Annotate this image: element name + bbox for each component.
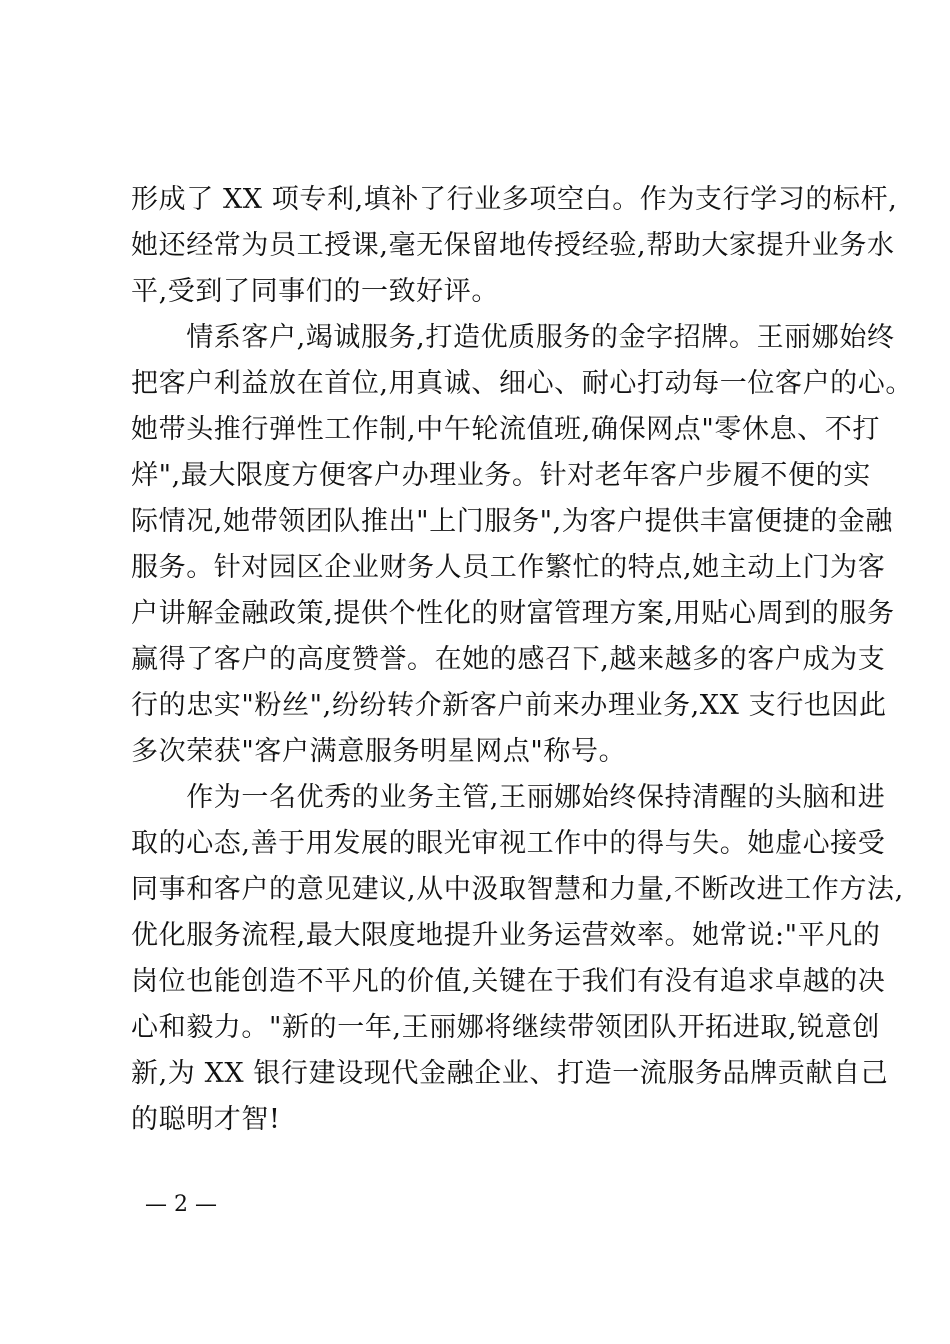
- body-line: 赢得了客户的高度赞誉。在她的感召下,越来越多的客户成为支: [131, 644, 886, 675]
- body-line: 她还经常为员工授课,毫无保留地传授经验,帮助大家提升业务水: [131, 230, 895, 261]
- body-line: 户讲解金融政策,提供个性化的财富管理方案,用贴心周到的服务: [131, 598, 895, 629]
- body-line: 际情况,她带领团队推出"上门服务",为客户提供丰富便捷的金融: [131, 506, 894, 537]
- body-line: 取的心态,善于用发展的眼光审视工作中的得与失。她虚心接受: [131, 828, 886, 859]
- paragraph-start-line: 情系客户,竭诚服务,打造优质服务的金字招牌。王丽娜始终: [131, 322, 895, 353]
- body-line: 行的忠实"粉丝",纷纷转介新客户前来办理业务,XX 支行也因此: [131, 690, 887, 721]
- body-line: 优化服务流程,最大限度地提升业务运营效率。她常说:"平凡的: [131, 920, 881, 951]
- body-line: 形成了 XX 项专利,填补了行业多项空白。作为支行学习的标杆,: [131, 184, 898, 215]
- body-line: 岗位也能创造不平凡的价值,关键在于我们有没有追求卓越的决: [131, 966, 886, 997]
- paragraph-start-line: 作为一名优秀的业务主管,王丽娜始终保持清醒的头脑和进: [131, 782, 886, 813]
- body-line: 多次荣获"客户满意服务明星网点"称号。: [131, 736, 627, 767]
- body-line: 把客户利益放在首位,用真诚、细心、耐心打动每一位客户的心。: [131, 368, 913, 399]
- body-line: 同事和客户的意见建议,从中汲取智慧和力量,不断改进工作方法,: [131, 874, 904, 905]
- body-line: 烊",最大限度方便客户办理业务。针对老年客户步履不便的实: [131, 460, 871, 491]
- body-line: 她带头推行弹性工作制,中午轮流值班,确保网点"零休息、不打: [131, 414, 880, 445]
- body-line: 平,受到了同事们的一致好评。: [131, 276, 499, 307]
- body-line: 心和毅力。"新的一年,王丽娜将继续带领团队开拓进取,锐意创: [131, 1012, 880, 1043]
- body-line: 新,为 XX 银行建设现代金融企业、打造一流服务品牌贡献自己: [131, 1058, 889, 1089]
- page-number: — 2 —: [145, 1192, 217, 1217]
- body-line: 服务。针对园区企业财务人员工作繁忙的特点,她主动上门为客: [131, 552, 886, 583]
- body-line: 的聪明才智!: [131, 1104, 281, 1135]
